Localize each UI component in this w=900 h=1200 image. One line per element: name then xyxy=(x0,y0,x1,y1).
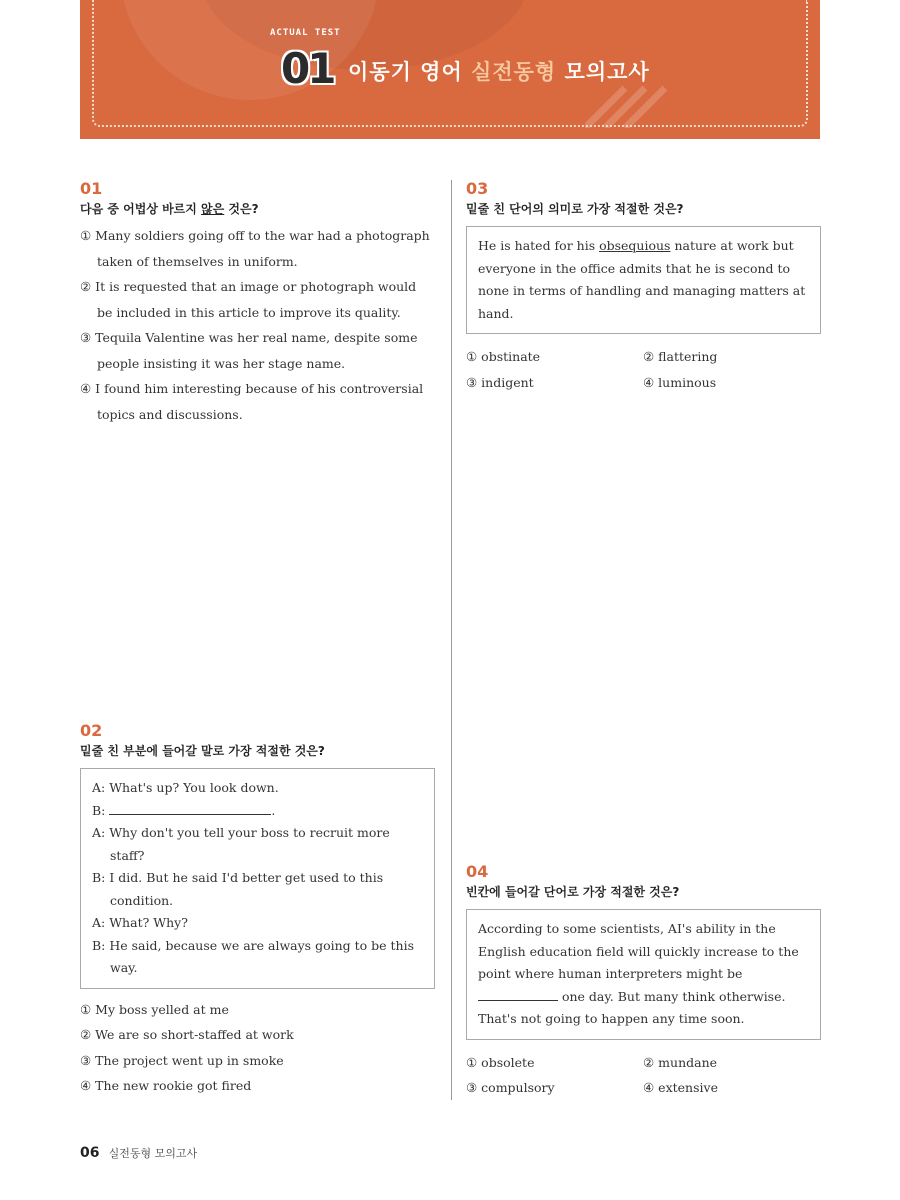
underlined-word: obsequious xyxy=(599,238,671,253)
test-number: 01 xyxy=(281,44,334,93)
option-list xyxy=(80,223,435,427)
passage-text: He is hated for his xyxy=(478,238,600,253)
option-1[interactable]: ① obstinate xyxy=(466,349,541,364)
page-number: 06 xyxy=(80,1145,100,1161)
page-title xyxy=(348,56,650,86)
question-number: 01 xyxy=(80,179,103,198)
question-number: 02 xyxy=(80,721,103,740)
footer-text: 실전동형 모의고사 xyxy=(108,1147,198,1160)
speaker: B: xyxy=(92,802,110,818)
option-grid xyxy=(466,1050,821,1101)
question-prompt: 빈칸에 들어갈 단어로 가장 적절한 것은? xyxy=(466,885,680,899)
answer-blank xyxy=(478,988,558,1001)
option-3[interactable]: ③ indigent xyxy=(466,374,534,390)
dialogue-line: B: He said, because we are always going to be this way. xyxy=(92,937,414,975)
answer-blank xyxy=(109,802,271,815)
question-prompt: 밑줄 친 단어의 의미로 가장 적절한 것은? xyxy=(466,202,684,216)
option-4[interactable]: ④ I found him interesting because of his controversial topics and discussions. xyxy=(80,381,424,422)
page-footer xyxy=(80,1142,197,1161)
option-2[interactable]: ② We are so short-staffed at work xyxy=(80,1027,294,1042)
dialogue-line: A: What? Why? xyxy=(92,915,188,930)
dialogue-line: A: Why don't you tell your boss to recruit more staff? xyxy=(92,825,390,863)
question-02 xyxy=(80,722,435,1099)
punctuation: . xyxy=(271,802,276,818)
option-2[interactable]: ② flattering xyxy=(643,349,718,364)
question-prompt xyxy=(80,201,435,217)
option-4[interactable]: ④ The new rookie got fired xyxy=(80,1078,252,1093)
title-part: 이동기 영어 xyxy=(348,60,472,84)
column-divider xyxy=(451,180,452,1100)
option-grid xyxy=(466,344,821,395)
question-number: 04 xyxy=(466,862,489,881)
option-3[interactable]: ③ Tequila Valentine was her real name, despite some people insisting it was her stage name. xyxy=(80,330,418,371)
question-01 xyxy=(80,180,435,427)
title-highlight: 실전동형 xyxy=(471,60,557,84)
dialogue-line: B: I did. But he said I'd better get used to this condition. xyxy=(92,870,384,908)
question-04 xyxy=(466,863,821,1101)
prompt-underlined: 않은 xyxy=(201,202,225,216)
option-1[interactable]: ① obsolete xyxy=(466,1054,535,1070)
passage-text: one day. But many think otherwise. That's not going to happen any time soon. xyxy=(478,988,786,1026)
question-number: 03 xyxy=(466,179,489,198)
option-3[interactable]: ③ The project went up in smoke xyxy=(80,1052,284,1068)
option-3[interactable]: ③ compulsory xyxy=(466,1080,555,1095)
dialogue-line: A: What's up? You look down. xyxy=(92,780,279,795)
dialogue-box xyxy=(80,768,435,989)
actual-test-label: ACTUAL TEST xyxy=(270,28,341,38)
option-2[interactable]: ② It is requested that an image or photograph would be included in this article to improve its quality. xyxy=(80,279,417,320)
option-1[interactable]: ① Many soldiers going off to the war had a photograph taken of themselves in uniform. xyxy=(80,228,430,269)
option-list xyxy=(80,997,435,1099)
dialogue-line-blank xyxy=(92,800,423,823)
option-1[interactable]: ① My boss yelled at me xyxy=(80,1001,229,1017)
title-part: 모의고사 xyxy=(556,60,650,84)
passage-box xyxy=(466,909,821,1040)
passage-box xyxy=(466,226,821,334)
option-2[interactable]: ② mundane xyxy=(643,1054,718,1070)
header-banner xyxy=(80,0,820,139)
prompt-text: 것은? xyxy=(224,202,259,216)
option-4[interactable]: ④ luminous xyxy=(643,374,717,390)
prompt-text: 다음 중 어법상 바르지 xyxy=(80,202,202,216)
passage-text: According to some scientists, AI's ability in the English education field will quickly increase to the point where human interpreters might be xyxy=(478,921,799,981)
question-03 xyxy=(466,180,821,395)
question-prompt: 밑줄 친 부분에 들어갈 말로 가장 적절한 것은? xyxy=(80,744,325,758)
passage-text: nature at work but everyone in the office admits that he is second to none in terms of handling and managing matters at hand. xyxy=(478,238,806,321)
option-4[interactable]: ④ extensive xyxy=(643,1080,718,1095)
